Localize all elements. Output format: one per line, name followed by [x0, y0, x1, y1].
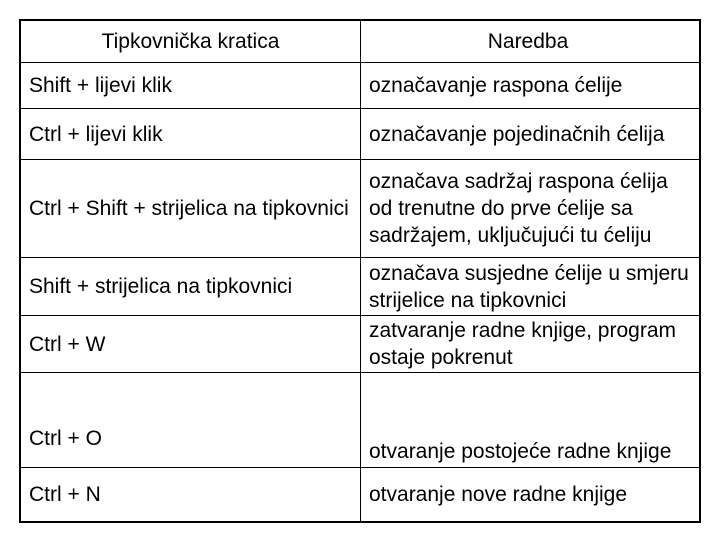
shortcut-table — [19, 19, 701, 523]
command-cell — [361, 316, 699, 372]
table-row — [21, 373, 699, 468]
shortcut-cell — [21, 160, 361, 257]
table-row — [21, 316, 699, 373]
command-text: otvaranje postojeće radne knjige — [369, 440, 672, 463]
table-row — [21, 109, 699, 160]
shortcut-cell — [21, 63, 361, 108]
command-cell — [361, 373, 699, 467]
command-text: označavanje pojedinačnih ćelija — [369, 122, 665, 146]
table-row — [21, 160, 699, 258]
shortcut-text: Ctrl + W — [29, 332, 106, 356]
table-row — [21, 258, 699, 316]
shortcut-text: Shift + strijelica na tipkovnici — [29, 275, 293, 298]
header-command-label: Naredba — [487, 30, 569, 53]
command-cell — [361, 63, 699, 108]
command-cell — [361, 160, 699, 257]
command-cell — [361, 258, 699, 315]
header-shortcut-label: Tipkovnička kratica — [101, 30, 280, 53]
table-header-row — [21, 21, 699, 63]
command-text: zatvaranje radne knjige, program ostaje pokrenut — [369, 319, 677, 369]
shortcut-cell — [21, 316, 361, 372]
header-command — [361, 21, 699, 62]
shortcut-cell — [21, 109, 361, 159]
command-text: označava susjedne ćelije u smjeru strijelice na tipkovnici — [369, 261, 689, 312]
shortcut-cell — [21, 468, 361, 521]
shortcut-text: Shift + lijevi klik — [29, 74, 172, 97]
table-row — [21, 63, 699, 109]
command-text: otvaranje nove radne knjige — [369, 483, 628, 506]
command-text: označava sadržaj raspona ćelija od trenutne do prve ćelije sa sadržajem, uključujući tu ćeliju — [369, 170, 668, 247]
table-row — [21, 468, 699, 521]
shortcut-text: Ctrl + lijevi klik — [29, 122, 163, 146]
command-cell — [361, 109, 699, 159]
shortcut-cell — [21, 258, 361, 315]
header-shortcut — [21, 21, 361, 62]
command-text: označavanje raspona ćelije — [369, 74, 623, 97]
shortcut-cell — [21, 373, 361, 467]
shortcut-text: Ctrl + Shift + strijelica na tipkovnici — [29, 197, 349, 220]
shortcut-text: Ctrl + N — [29, 483, 101, 506]
shortcut-text: Ctrl + O — [29, 427, 102, 450]
command-cell — [361, 468, 699, 521]
